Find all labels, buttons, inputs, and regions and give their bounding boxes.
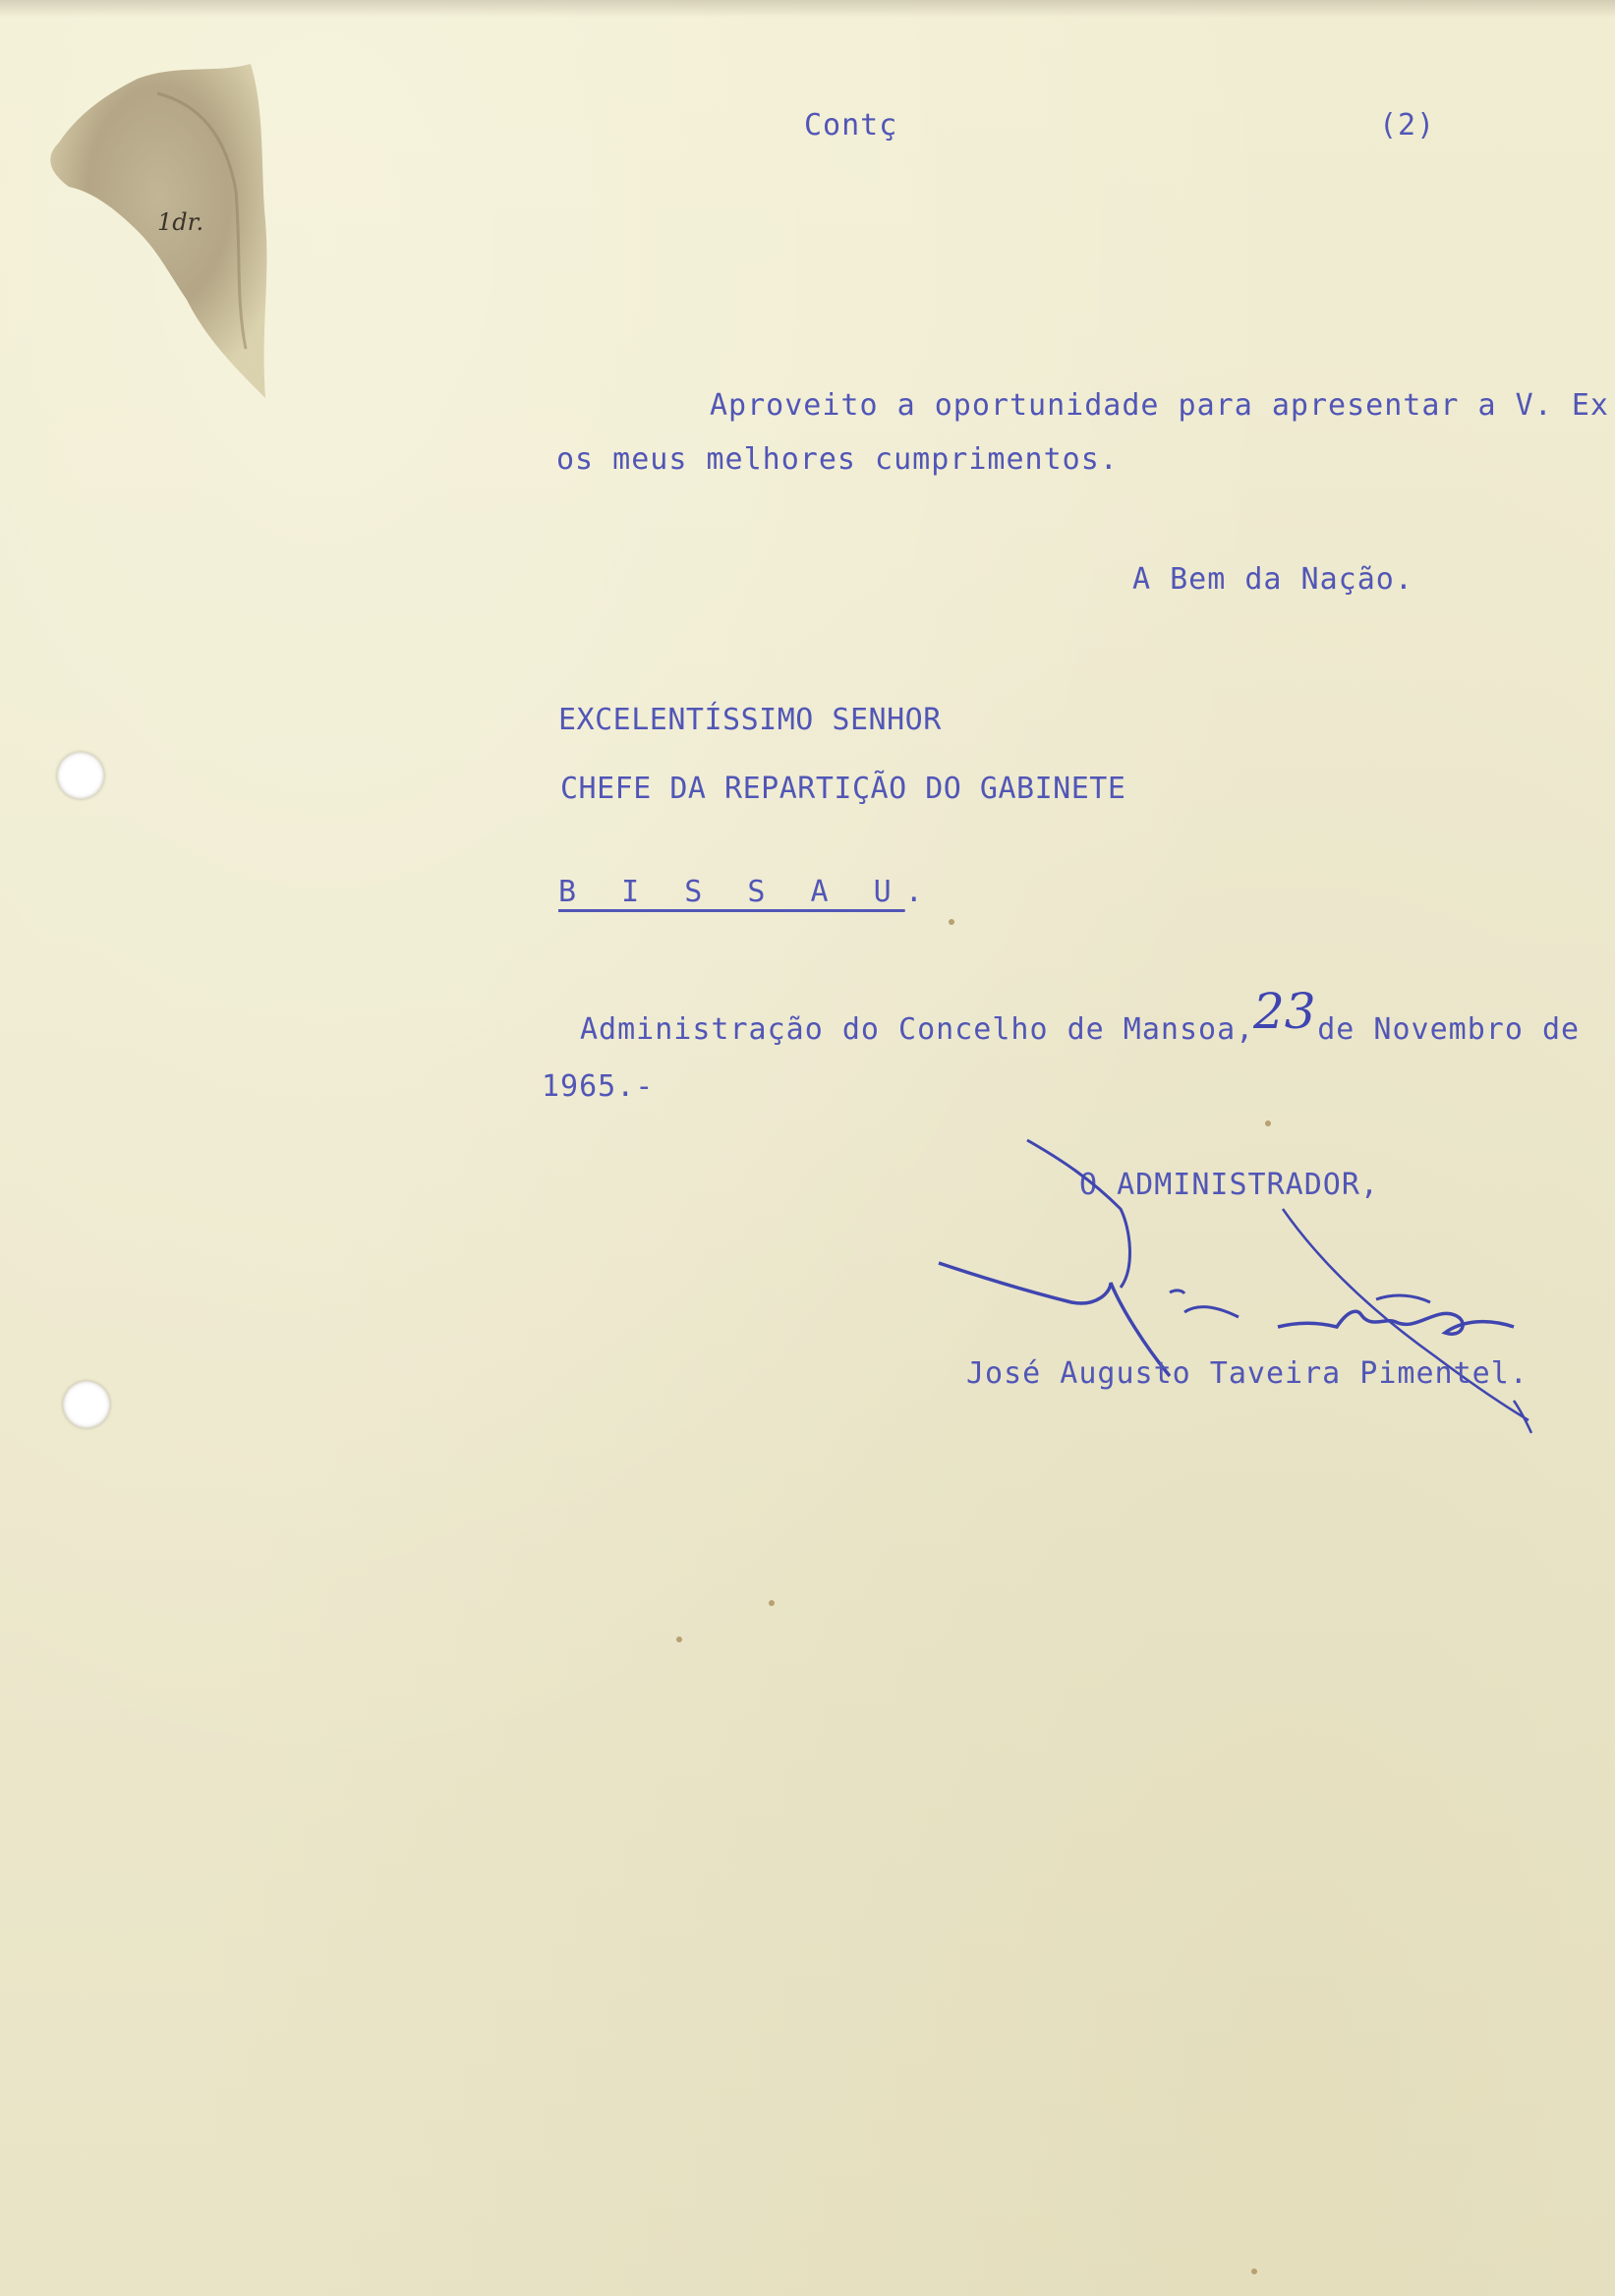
addressee-title: CHEFE DA REPARTIÇÃO DO GABINETE <box>560 772 1126 806</box>
punch-hole-lower <box>63 1381 110 1428</box>
place-date-suffix: de Novembro de <box>1317 1012 1581 1047</box>
body-paragraph-line-2: os meus melhores cumprimentos. <box>556 442 1119 477</box>
addressee-city-punct: . <box>904 875 924 909</box>
paper-speck <box>769 1600 775 1606</box>
paper-speck <box>1251 2268 1257 2274</box>
addressee-city: B I S S A U <box>558 875 905 909</box>
place-date-line <box>580 1012 1580 1047</box>
margin-handwritten-note: 1dr. <box>157 208 204 236</box>
place-date-year: 1965.- <box>542 1069 655 1104</box>
punch-hole-upper <box>57 752 104 799</box>
addressee-salutation: EXCELENTÍSSIMO SENHOR <box>558 703 942 737</box>
place-date-prefix: Administração do Concelho de Mansoa, <box>580 1012 1255 1047</box>
paper-speck <box>1265 1120 1271 1126</box>
continuation-mark: Contç <box>804 108 898 143</box>
handwritten-day: 23 <box>1253 983 1316 1040</box>
top-edge-shadow <box>0 0 1615 18</box>
page-number: (2) <box>1379 108 1436 143</box>
handwritten-signature <box>924 1120 1592 1445</box>
addressee-city-line <box>558 875 923 909</box>
signatory-role: O ADMINISTRADOR, <box>1079 1168 1379 1202</box>
paper-speck <box>949 919 954 925</box>
signatory-name: José Augusto Taveira Pimentel. <box>966 1356 1528 1391</box>
body-paragraph-line-1: Aproveito a oportunidade para apresentar a V. Ex <box>710 388 1609 423</box>
paper-speck <box>676 1636 682 1642</box>
closing-formula: A Bem da Nação. <box>1132 562 1413 597</box>
